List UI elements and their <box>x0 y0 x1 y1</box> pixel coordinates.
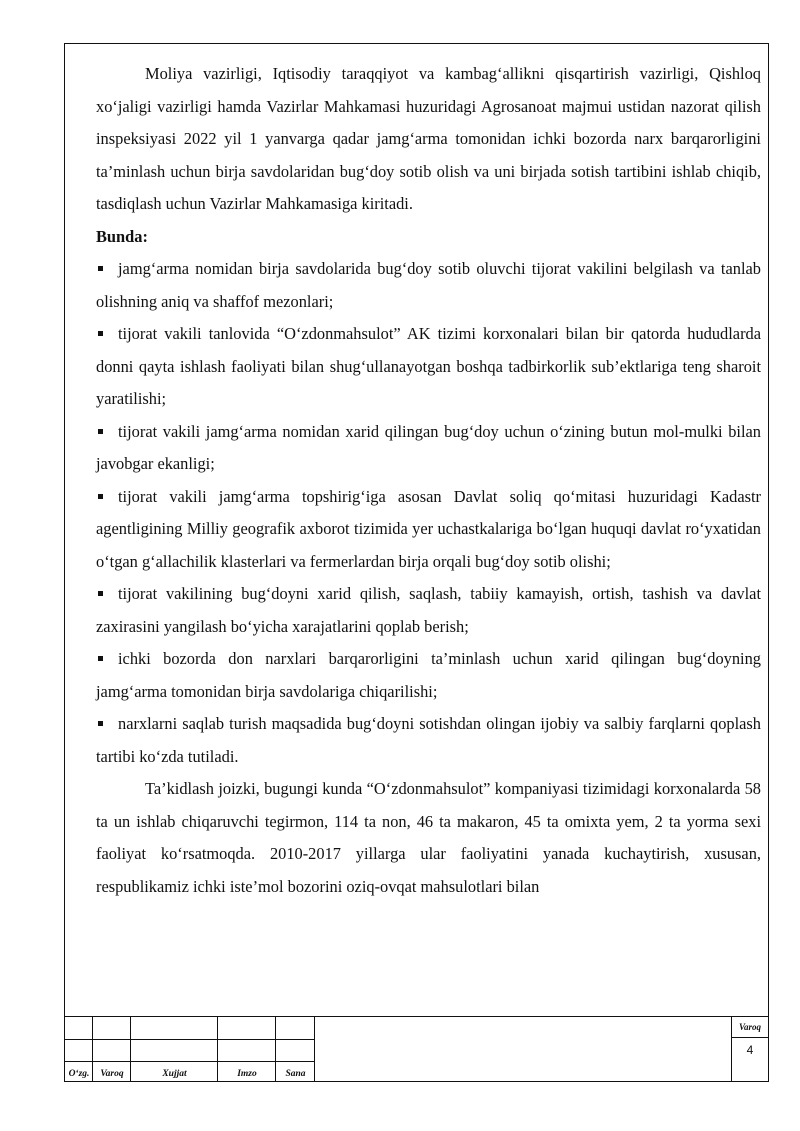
label-izm: O‘zg. <box>68 1069 90 1079</box>
list-item-text: tijorat vakili jamg‘arma topshirig‘iga asosan Davlat soliq qo‘mitasi huzuridagi Kadastr agentligining Milliy geografik axborot tizimida yer uchastkalariga bo‘lgan huquqi davlat ro‘yxatidan o‘tgan g‘allachilik klasterlari va fermerlardan birja orqali bug‘doy sotib olishi; <box>96 486 761 571</box>
label-doc: Xujjat <box>162 1069 187 1079</box>
bullet-icon <box>96 481 118 514</box>
section-label: Bunda: <box>96 226 148 246</box>
label-date: Sana <box>285 1069 306 1079</box>
list-item <box>96 643 761 708</box>
bullet-icon <box>96 318 118 351</box>
list-item-text: narxlarni saqlab turish maqsadida bug‘doyni sotishdan olingan ijobiy va salbiy farqlarni qoplash tartibi ko‘zda tutiladi. <box>96 714 761 766</box>
list-item-text: jamg‘arma nomidan birja savdolarida bug‘doy sotib oluvchi tijorat vakilini belgilash va tanlab olishning aniq va shaffof mezonlari; <box>96 259 761 311</box>
bullet-icon <box>96 253 118 286</box>
list-item-text: tijorat vakili tanlovida “O‘zdonmahsulot” AK tizimi korxonalari bilan bir qatorda hududlarda donni qayta ishlash faoliyati bilan shug‘ullanayotgan boshqa tadbirkorlik sub’ektlariga teng sharoit yaratilishi; <box>96 324 761 408</box>
list-item-text: ichki bozorda don narxlari barqarorligini ta’minlash uchun xarid qilingan bug‘doyning jamg‘arma tomonidan birja savdolariga chiqarilishi; <box>96 649 761 701</box>
list-item-text: tijorat vakilining bug‘doyni xarid qilish, saqlash, tabiiy kamayish, ortish, tashish va davlat zaxirasini yangilash bo‘yicha xarajatlarini qoplab berish; <box>96 584 761 636</box>
label-sign: Imzo <box>237 1069 257 1079</box>
page-frame <box>64 43 769 1082</box>
sheet-number: 4 <box>746 1043 754 1057</box>
bullet-icon <box>96 578 118 611</box>
list-item <box>96 578 761 643</box>
label-sheet: Varoq <box>100 1069 124 1079</box>
sheet-number-box <box>731 1017 768 1081</box>
bullet-icon <box>96 416 118 449</box>
list-item <box>96 481 761 579</box>
list-item <box>96 708 761 773</box>
paragraph: Ta’kidlash joizki, bugungi kunda “O‘zdonmahsulot” kompaniyasi tizimidagi korxonalarda 58 ta un ishlab chiqaruvchi tegirmon, 114 ta non, 46 ta makaron, 45 ta omixta yem, 2 ta yorma sexi faoliyat ko‘rsatmoqda. 2010-2017 yillarga ular faoliyatini yanada kuchaytirish, xususan, respublikamiz ichki iste’mol bozorini oziq-ovqat mahsulotlari bilan <box>96 779 761 896</box>
list-item <box>96 318 761 416</box>
sheet-label: Varoq <box>732 1017 768 1038</box>
bullet-icon <box>96 708 118 741</box>
list-item <box>96 253 761 318</box>
grid-line <box>65 1039 315 1040</box>
paragraph: Moliya vazirligi, Iqtisodiy taraqqiyot va kambag‘allikni qisqartirish vazirligi, Qishloq xo‘jaligi vazirligi hamda Vazirlar Mahkamasi huzuridagi Agrosanoat majmui ustidan nazorat qilish inspeksiyasi 2022 yil 1 yanvarga qadar jamg‘arma tomonidan ichki bozorda narx barqarorligini ta’minlash uchun birja savdolaridan bug‘doy sotib olish va uni birjada sotish tartibini ishlab chiqib, tasdiqlash uchun Vazirlar Mahkamasiga kiritadi. <box>96 64 761 213</box>
grid-line <box>65 1061 315 1062</box>
bullet-icon <box>96 643 118 676</box>
list-item <box>96 416 761 481</box>
title-block-grid <box>65 1017 315 1081</box>
title-block <box>65 1016 768 1081</box>
document-body <box>96 58 761 903</box>
list-item-text: tijorat vakili jamg‘arma nomidan xarid qilingan bug‘doy uchun o‘zining butun mol-mulki bilan javobgar ekanligi; <box>96 421 761 473</box>
